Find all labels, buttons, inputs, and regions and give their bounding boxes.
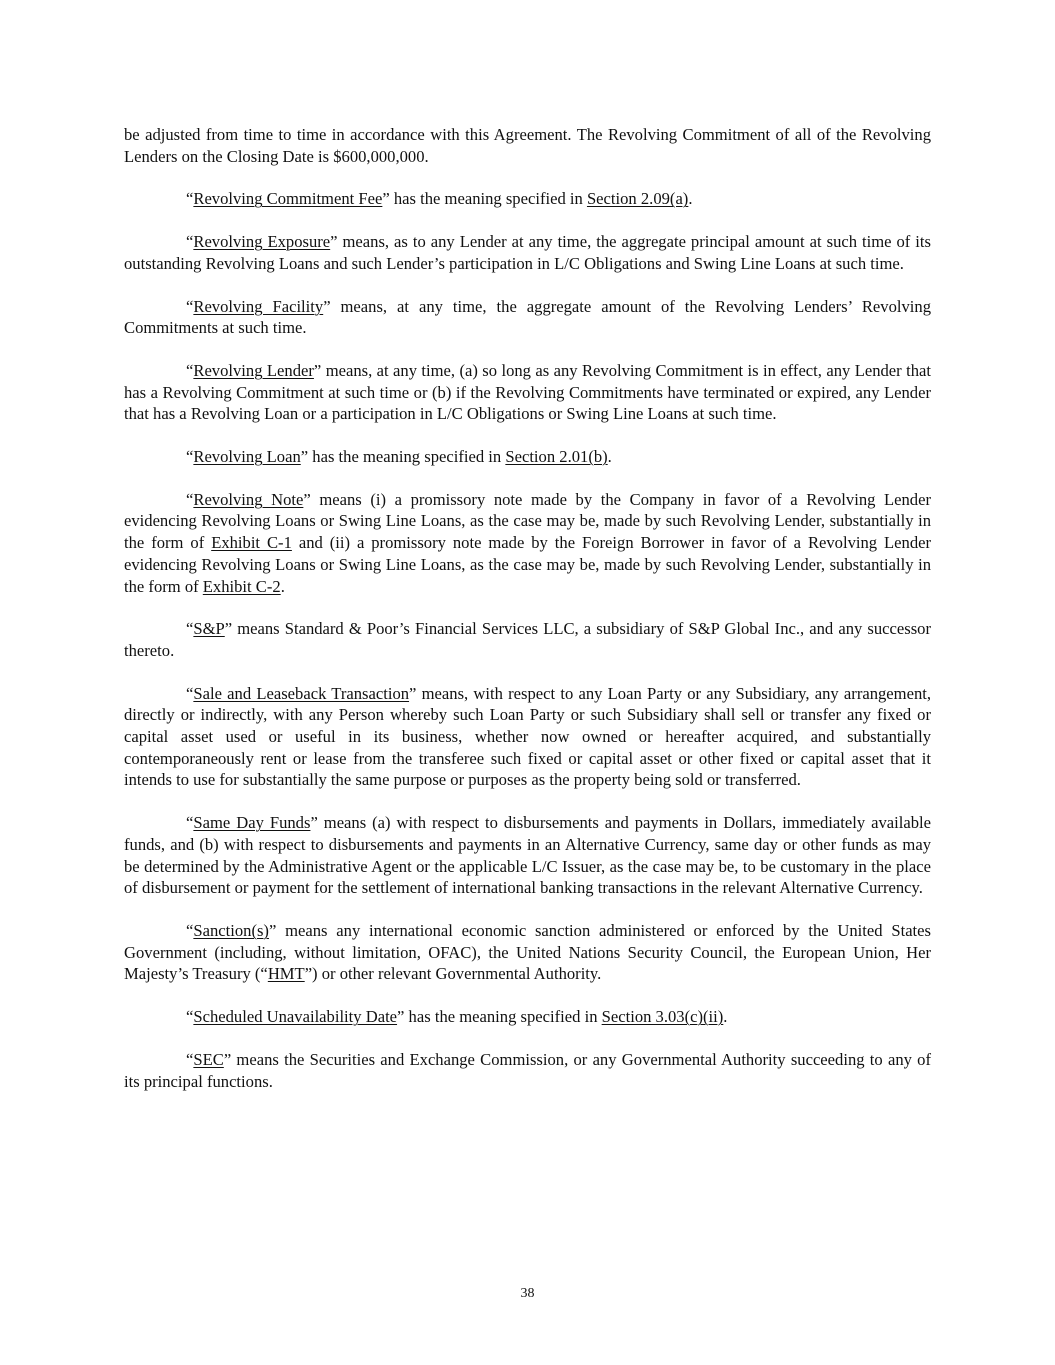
page-number: 38 (520, 1286, 535, 1301)
defined-term: HMT (267, 964, 305, 984)
definition-revolving-loan (124, 446, 931, 468)
text-segment: “ (186, 1049, 194, 1069)
definition-revolving-commitment-fee (124, 188, 931, 210)
definition-revolving-lender (124, 360, 931, 425)
definition-sanctions (124, 920, 931, 985)
document-body (124, 124, 931, 1113)
definition-sale-and-leaseback-transaction (124, 683, 931, 792)
defined-term: Revolving Facility (193, 296, 324, 316)
text-segment: ” means any international economic sanction administered or enforced by the United States Government (including, without limitation, OFAC), the United Nations Security Council, the European Union, Her Majesty’s Treasury (“ (124, 920, 931, 984)
text-segment: “ (186, 489, 194, 509)
text-segment: ” has the meaning specified in (397, 1007, 602, 1027)
section-reference: Section 3.03(c)(ii) (601, 1007, 724, 1027)
text-segment: ” means (i) a promissory note made by the Company in favor of a Revolving Lender evidencing Revolving Loans or Swing Line Loans, as the case may be, made by such Revolving Lender, substantially in the form of (124, 489, 931, 553)
section-reference: Section 2.09(a) (586, 189, 689, 209)
definition-sec (124, 1049, 931, 1092)
text-segment: . (280, 576, 285, 596)
text-segment: “ (186, 360, 194, 380)
definition-revolving-exposure (124, 231, 931, 274)
definition-revolving-note (124, 489, 931, 598)
defined-term: Scheduled Unavailability Date (193, 1007, 398, 1027)
text-segment: . (723, 1007, 728, 1027)
text-segment: and (ii) a promissory note made by the Foreign Borrower in favor of a Revolving Lender evidencing Revolving Loans or Swing Line Loans, as the case may be, made by such Revolving Lender, substantially in the form of (124, 533, 932, 596)
text-segment: “ (186, 232, 194, 252)
defined-term: Same Day Funds (193, 813, 311, 833)
text-segment: ”) or other relevant Governmental Authority. (304, 964, 602, 984)
definition-s-and-p (124, 618, 931, 661)
text-segment: ” means the Securities and Exchange Commission, or any Governmental Authority succeeding to any of its principal functions. (124, 1049, 931, 1091)
text-segment: be adjusted from time to time in accordance with this Agreement. The Revolving Commitment of all of the Revolving Lenders on the Closing Date is $600,000,000. (124, 125, 931, 166)
text-segment: . (688, 189, 693, 209)
defined-term: Revolving Commitment Fee (193, 189, 383, 209)
text-segment: ” has the meaning specified in (382, 189, 587, 209)
defined-term: Revolving Note (193, 489, 304, 509)
text-segment: “ (186, 447, 194, 467)
text-segment: “ (186, 296, 194, 316)
exhibit-reference: Exhibit C-1 (211, 533, 292, 553)
text-segment: ” means (a) with respect to disbursements and payments in Dollars, immediately available funds, and (b) with respect to disbursements and payments in an Alternative Currency, same day or other funds as may be determined by the Administrative Agent or the applicable L/C Issuer, as the case may be, to be customary in the place of disbursement or payment for the settlement of international banking transactions in the relevant Alternative Currency. (124, 813, 931, 898)
defined-term: Sanction(s) (193, 920, 269, 940)
exhibit-reference: Exhibit C-2 (202, 576, 281, 596)
defined-term: S&P (193, 619, 225, 639)
text-segment: “ (186, 813, 194, 833)
section-reference: Section 2.01(b) (505, 447, 608, 467)
defined-term: SEC (193, 1049, 224, 1069)
text-segment: . (607, 447, 612, 467)
text-segment: “ (186, 920, 194, 940)
text-segment: “ (186, 619, 194, 639)
text-segment: ” has the meaning specified in (300, 447, 506, 467)
definition-scheduled-unavailability-date (124, 1006, 931, 1028)
definition-revolving-facility (124, 296, 931, 339)
paragraph-continuation (124, 124, 931, 167)
text-segment: “ (186, 189, 194, 209)
text-segment: ” means Standard & Poor’s Financial Services LLC, a subsidiary of S&P Global Inc., and any successor thereto. (124, 619, 931, 660)
text-segment: “ (186, 683, 194, 703)
defined-term: Revolving Lender (193, 360, 314, 380)
text-segment: “ (186, 1007, 194, 1027)
definition-same-day-funds (124, 812, 931, 899)
defined-term: Revolving Loan (193, 447, 301, 467)
defined-term: Sale and Leaseback Transaction (193, 683, 410, 703)
text-segment: ” means, at any time, (a) so long as any Revolving Commitment is in effect, any Lender that has a Revolving Commitment at such time or (b) if the Revolving Commitments have terminated or expired, any Lender that has a Revolving Loan or a participation in L/C Obligations or Swing Line Loans at such time. (124, 360, 931, 424)
defined-term: Revolving Exposure (193, 232, 331, 252)
text-segment: ” means, with respect to any Loan Party or any Subsidiary, any arrangement, directly or indirectly, with any Person whereby such Loan Party or such Subsidiary shall sell or transfer any fixed or capital asset used or useful in its business, whether now owned or hereafter acquired, and substantially contemporaneously rent or lease from the transferee such fixed or capital asset or other fixed or capital asset that it intends to use for substantially the same purpose or purposes as the property being sold or transferred. (124, 683, 931, 790)
text-segment: ” means, as to any Lender at any time, the aggregate principal amount at such time of its outstanding Revolving Loans and such Lender’s participation in L/C Obligations and Swing Line Loans at such time. (124, 232, 931, 273)
text-segment: ” means, at any time, the aggregate amount of the Revolving Lenders’ Revolving Commitments at such time. (124, 296, 931, 338)
